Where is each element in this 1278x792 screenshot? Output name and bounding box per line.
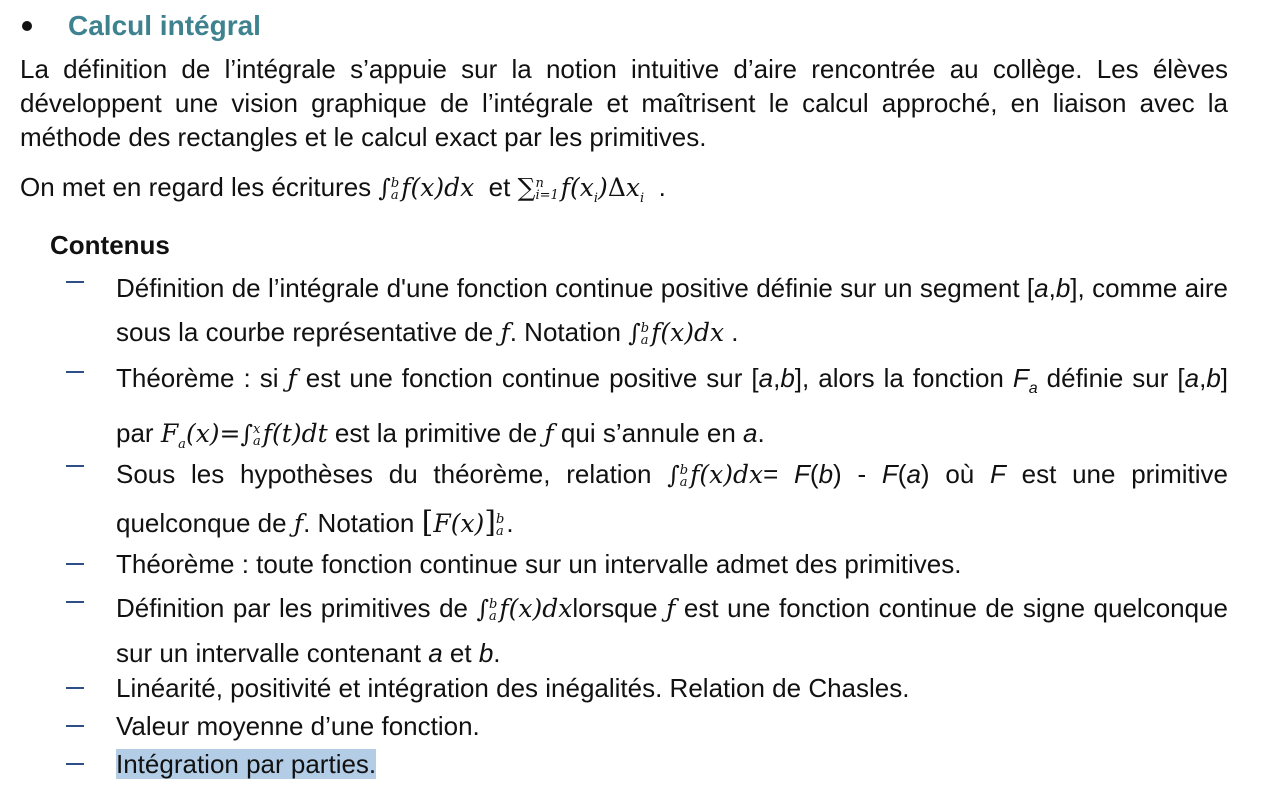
regard-paragraph: On met en regard les écritures ∫ b a f(x)dx et ∑ n i=1 $f(x_i)\Delta x_i$ . <box>20 172 666 206</box>
dash-icon <box>66 371 84 373</box>
dash-icon <box>66 687 84 689</box>
dash-icon <box>66 281 84 283</box>
section-title: Calcul intégral <box>68 10 261 41</box>
integral-formula: ∫ b a f(x)dx <box>628 318 725 348</box>
bracket-notation: [F(x)] b a <box>421 505 505 540</box>
dash-icon <box>66 563 84 565</box>
dash-icon <box>66 601 84 603</box>
dash-icon <box>66 465 84 467</box>
intro-paragraph: La définition de l’intégrale s’appuie sur la notion intuitive d’aire rencontrée au collège. Les élèves développent une vision graphique de l’intégrale et maîtrisent le calcul approché, en liaison avec la méthode des rectangles et le calcul exact par les primitives. <box>20 54 1228 152</box>
selected-text[interactable]: Intégration par parties. <box>116 749 377 779</box>
integral-formula: ∫ b a f(x)dx <box>476 594 573 624</box>
integral-formula: ∫ b a f(x)dx <box>667 460 764 490</box>
integral-formula: ∫ b a f(x)dx <box>378 173 475 203</box>
sum-formula: ∑ n i=1 $f(x_i)\Delta x_i$ <box>517 173 645 206</box>
dash-icon <box>66 763 84 765</box>
contents-title: Contenus <box>50 230 170 260</box>
dash-icon <box>66 725 84 727</box>
section-heading-row <box>22 8 261 44</box>
bullet-icon <box>22 21 32 31</box>
primitive-formula: $F_a(x)=\int$ x a f(t)dt <box>160 419 328 453</box>
